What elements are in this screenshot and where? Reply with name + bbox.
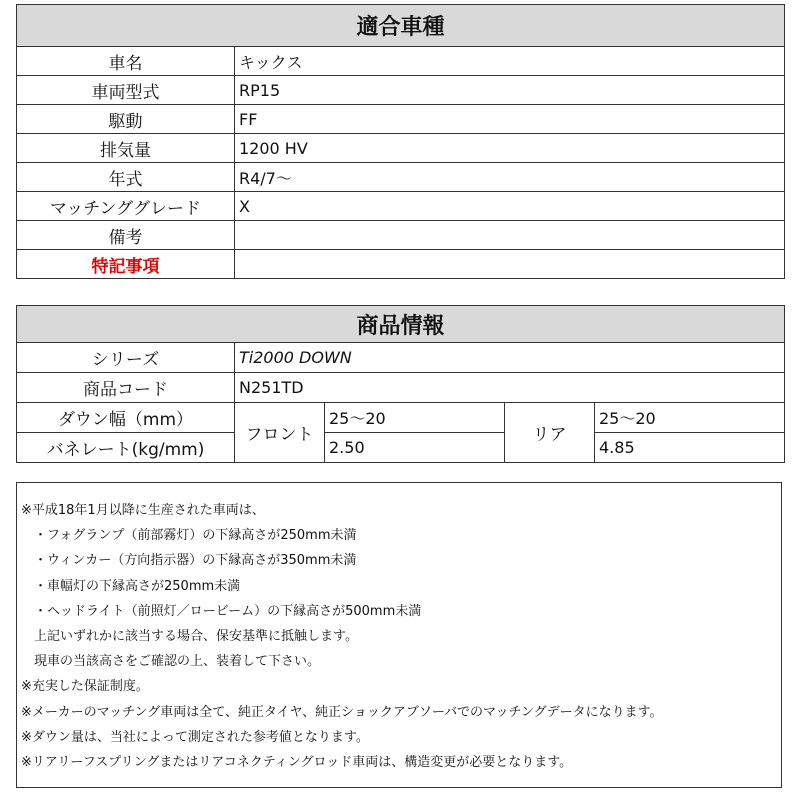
drive-value: FF [235, 105, 785, 134]
grade-label: マッチンググレード [17, 192, 235, 221]
table-row [17, 163, 785, 192]
table-row [17, 403, 785, 433]
note-line: ※メーカーのマッチング車両は全て、純正タイヤ、純正ショックアブソーバでのマッチングデータになります。 [21, 704, 663, 720]
front-rate-value: 2.50 [325, 433, 505, 463]
remarks-value [235, 221, 785, 250]
drive-label: 駆動 [17, 105, 235, 134]
series-value: Ti2000 DOWN [235, 343, 785, 373]
table-row [17, 105, 785, 134]
rear-label: リア [505, 403, 595, 463]
car-name-value: キックス [235, 47, 785, 76]
year-label: 年式 [17, 163, 235, 192]
product-table [16, 305, 785, 463]
special-notes-label: 特記事項 [17, 250, 235, 279]
note-line: ・ウィンカー（方向指示器）の下縁高さが350mm未満 [21, 553, 357, 569]
note-line: ※リアリーフスプリングまたはリアコネクティングロッド車両は、構造変更が必要となります。 [21, 754, 573, 770]
note-line: 上記いずれかに該当する場合、保安基準に抵触します。 [21, 628, 358, 644]
fitment-title: 適合車種 [17, 5, 785, 47]
table-row [17, 76, 785, 105]
table-row [17, 192, 785, 221]
note-line: ※ダウン量は、当社によって測定された参考値となります。 [21, 729, 369, 745]
model-code-value: RP15 [235, 76, 785, 105]
grade-value: X [235, 192, 785, 221]
front-down-value: 25～20 [325, 403, 505, 433]
remarks-label: 備考 [17, 221, 235, 250]
year-value: R4/7～ [235, 163, 785, 192]
table-row [17, 134, 785, 163]
note-line: 現車の当該高さをご確認の上、装着して下さい。 [21, 654, 321, 670]
product-title: 商品情報 [17, 306, 785, 343]
car-name-label: 車名 [17, 47, 235, 76]
displacement-value: 1200 HV [235, 134, 785, 163]
spring-rate-label: バネレート(kg/mm) [17, 433, 235, 463]
series-label: シリーズ [17, 343, 235, 373]
note-line: ※充実した保証制度。 [21, 679, 149, 695]
fitment-table [16, 4, 785, 279]
table-row [17, 47, 785, 76]
table-row [17, 250, 785, 279]
table-row [17, 221, 785, 250]
rear-rate-value: 4.85 [595, 433, 785, 463]
table-row [17, 433, 785, 463]
special-notes-value [235, 250, 785, 279]
note-line: ※平成18年1月以降に生産された車両は、 [21, 503, 265, 518]
table-row [17, 343, 785, 373]
rear-down-value: 25～20 [595, 403, 785, 433]
note-line: ・フォグランプ（前部霧灯）の下縁高さが250mm未満 [21, 528, 357, 544]
model-code-label: 車両型式 [17, 76, 235, 105]
note-line: ・ヘッドライト（前照灯／ロービーム）の下縁高さが500mm未満 [21, 603, 422, 619]
notes-box [16, 482, 782, 788]
product-code-label: 商品コード [17, 373, 235, 403]
displacement-label: 排気量 [17, 134, 235, 163]
down-width-label: ダウン幅（mm） [17, 403, 235, 433]
note-line: ・車幅灯の下縁高さが250mm未満 [21, 578, 241, 594]
product-code-value: N251TD [235, 373, 785, 403]
table-row [17, 373, 785, 403]
front-label: フロント [235, 403, 325, 463]
